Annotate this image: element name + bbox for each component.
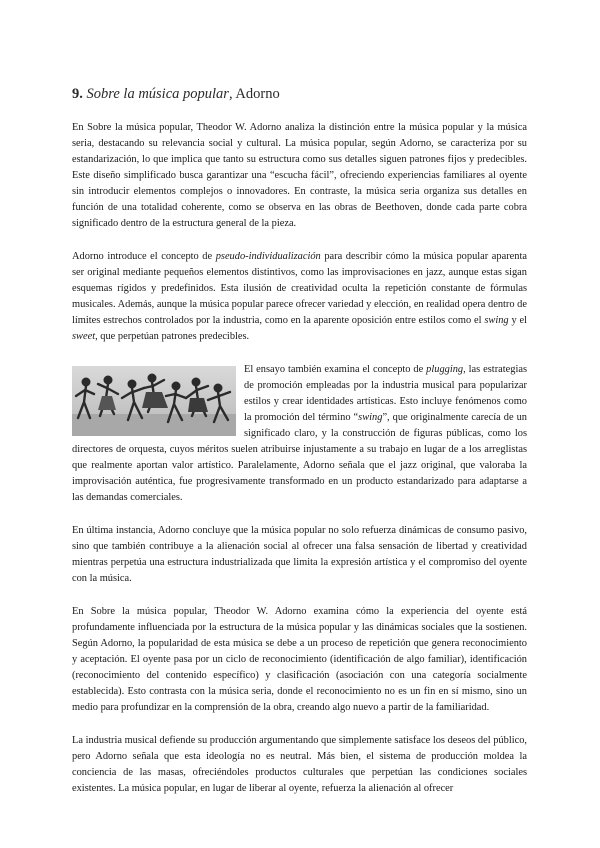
section-author: Adorno: [232, 86, 280, 102]
term-sweet: sweet: [72, 331, 96, 342]
term-pseudo-individualizacion: pseudo-individualización: [215, 251, 321, 262]
section-number: 9.: [72, 86, 83, 102]
term-swing: swing: [484, 315, 509, 326]
p3-text-e: ”, que originalmente carecía de un significado claro, y la construcción de figuras públicas, como los directores de orquesta, cuyos méritos suelen atribuirse injustamente a su trabajo en lugar de a los arreglistas que realmente aportan valor artístico. Paralelamente, Adorno señala que el jazz original, que valoraba la improvisación auténtica, fue progresivamente transformado en un producto estandarizado para adaptarse a las demandas comerciales.: [72, 412, 527, 503]
paragraph-5: En Sobre la música popular, Theodor W. Adorno examina cómo la experiencia del oyente está profundamente influenciada por la estructura de la música popular y las dinámicas sociales que la sostienen. Según Adorno, la popularidad de esta música se debe a un proceso de repetición que genera reconocimiento y aceptación. El oyente pasa por un ciclo de reconocimiento (identificación de algo familiar), identificación (reconocimiento del contenido específico) y clasificación (asociación con una categoría socialmente establecida). Esto contrasta con la música seria, donde el reconocimiento no es un fin en sí mismo, sino un medio para profundizar en la comprensión de la obra, creando algo nuevo a partir de la familiaridad.: [72, 606, 527, 713]
p2-text-a: Adorno introduce el concepto de: [72, 251, 216, 262]
p3-text-a: El ensayo también examina el concepto de: [244, 364, 427, 375]
p2-text-e: y el: [508, 315, 527, 326]
dancers-photo-graphic: [72, 366, 236, 436]
p2-text-c: para describir cómo la música popular aparenta ser original mediante pequeños elementos distintivos, como las improvisaciones en jazz, aunque estas sigan esquemas rígidos y predefinidos. Esta ilusión de creatividad oculta la repetición constante de fórmulas musicales. Además, aunque la música popular parece ofrecer variedad y elección, en realidad opera dentro de límites estrechos controlados por la industria, como en la aparente oposición entre estilos como el: [72, 251, 527, 326]
term-plugging: plugging: [426, 364, 464, 375]
section-heading: [72, 86, 527, 103]
dancers-photo: [72, 366, 236, 436]
heading-comma: ,: [228, 86, 233, 102]
section-title: Sobre la música popular: [86, 86, 229, 102]
term-swing-quoted: swing: [358, 412, 383, 423]
paragraph-4: En última instancia, Adorno concluye que la música popular no solo refuerza dinámicas de consumo pasivo, sino que también contribuye a la alienación social al ofrecer una falsa sensación de libertad y creatividad mientras perpetúa una estructura industrializada que limita la expresión artística y el compromiso del oyente con la música.: [72, 525, 527, 584]
paragraph-6: La industria musical defiende su producción argumentando que simplemente satisface los deseos del público, pero Adorno señala que esta ideología no es neutral. Más bien, el sistema de producción moldea la conciencia de las masas, ofreciéndoles productos culturales que perpetúan las condiciones sociales existentes. La música popular, en lugar de liberar al oyente, refuerza la alienación al ofrecer: [72, 735, 527, 794]
p3-text-c: , las estrategias de promoción empleadas por la industria musical para popularizar estilos y crear identidades artísticas. Esto incluye fenómenos como la promoción del término “: [244, 364, 528, 423]
paragraph-2: [72, 249, 527, 345]
p2-text-g: , que perpetúan patrones predecibles.: [95, 331, 250, 342]
paragraph-1: En Sobre la música popular, Theodor W. Adorno analiza la distinción entre la música popular y la música seria, destacando su relevancia social y cultural. La música popular, según Adorno, se caracteriza por su estandarización, lo que implica que tanto su estructura como sus detalles siguen patrones fijos y predecibles. Este diseño simplificado busca garantizar una “escucha fácil”, ofreciendo experiencias familiares al oyente sin introducir elementos complejos o innovadores. En contraste, la música seria organiza sus detalles en función de una totalidad coherente, como se observa en las obras de Beethoven, donde cada parte cobra significado dentro de la estructura general de la pieza.: [72, 122, 527, 229]
paragraph-3: [72, 362, 527, 506]
document-body: [72, 86, 527, 814]
